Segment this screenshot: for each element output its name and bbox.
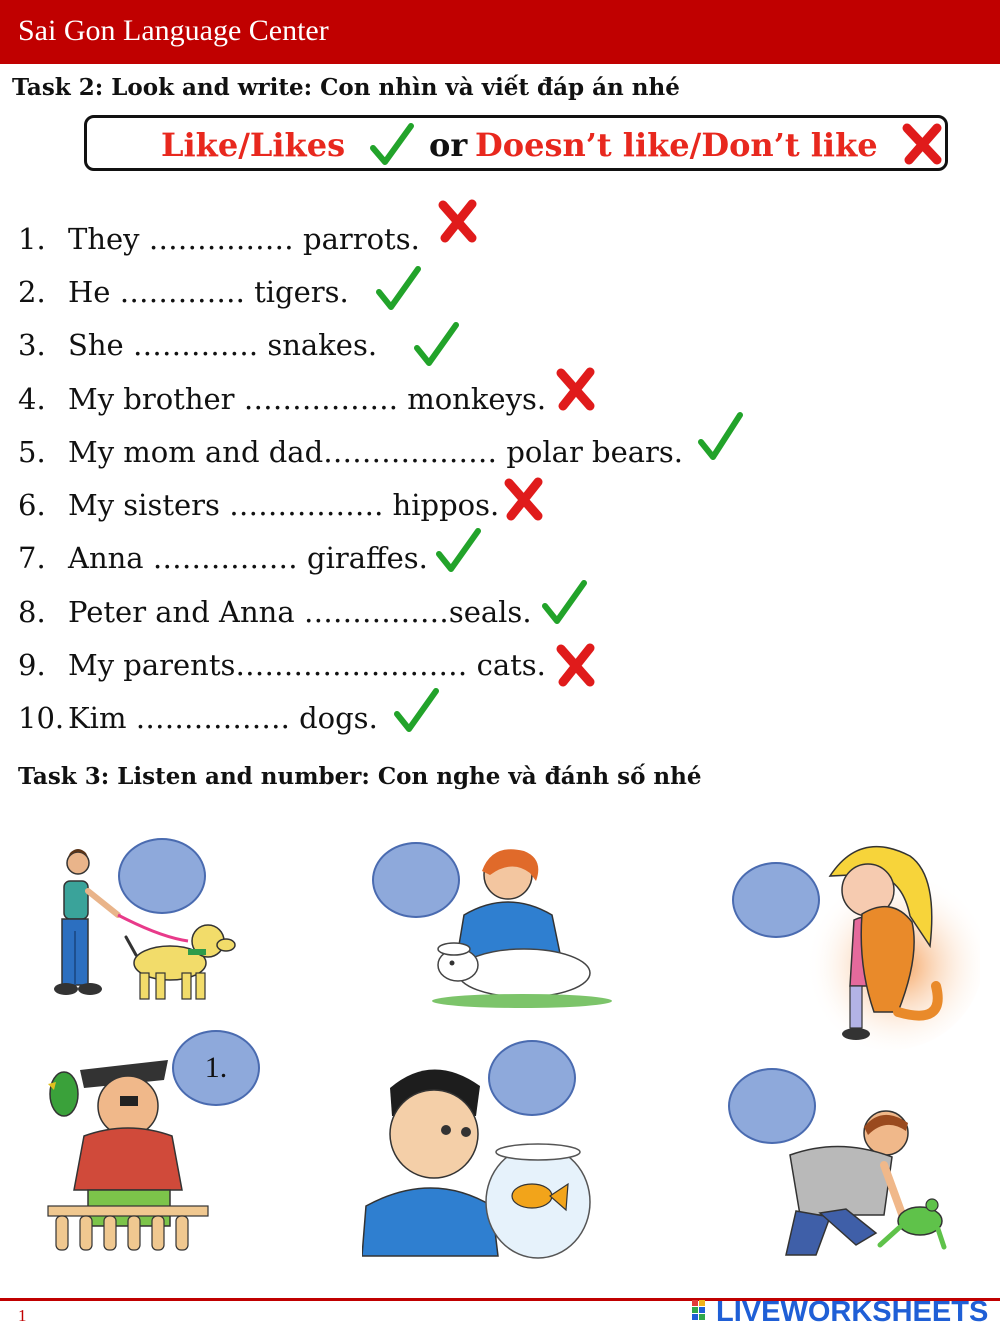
list-item (18, 328, 377, 362)
item-text: He …………. tigers. (68, 275, 349, 309)
list-item (18, 488, 499, 522)
cross-icon (502, 476, 546, 524)
item-number: 5. (18, 435, 46, 469)
item-text: They …………… parrots. (68, 222, 420, 256)
number-bubble[interactable] (488, 1040, 576, 1116)
check-icon (540, 578, 588, 626)
brand-name[interactable]: LIVEWORKSHEETS (716, 1296, 989, 1328)
list-item (18, 435, 683, 469)
check-icon (374, 264, 422, 312)
item-number: 9. (18, 648, 46, 682)
check-icon (412, 320, 460, 368)
list-item (18, 701, 378, 735)
item-text: My sisters ……………. hippos. (68, 488, 500, 522)
liveworksheets-logo-icon (692, 1300, 714, 1324)
check-icon (696, 410, 744, 462)
header-title: Sai Gon Language Center (18, 14, 329, 47)
number-bubble[interactable]: 1. (172, 1030, 260, 1106)
list-item (18, 648, 546, 682)
list-item (18, 595, 532, 629)
item-number: 6. (18, 488, 46, 522)
check-icon (369, 122, 415, 168)
task2-title: Task 2: Look and write: Con nhìn và viết đáp án nhé (12, 74, 680, 101)
item-number: 3. (18, 328, 46, 362)
item-text: Kim ……………. dogs. (68, 701, 378, 735)
legend-like: Like/Likes (161, 126, 346, 164)
item-number: 2. (18, 275, 46, 309)
number-bubble[interactable] (372, 842, 460, 918)
list-item (18, 275, 349, 309)
number-bubble[interactable] (728, 1068, 816, 1144)
number-bubble[interactable] (118, 838, 206, 914)
item-text: Anna …………… giraffes. (68, 541, 428, 575)
task3-title: Task 3: Listen and number: Con nghe và đánh số nhé (18, 763, 702, 790)
legend-or: or (429, 126, 468, 164)
check-icon (434, 526, 482, 574)
legend-box (84, 115, 948, 171)
item-number: 4. (18, 382, 46, 416)
cross-icon (554, 642, 598, 690)
item-text: My mom and dad……………… polar bears. (68, 435, 684, 469)
item-number: 10. (18, 701, 65, 735)
list-item (18, 382, 546, 416)
page-header (0, 0, 1000, 64)
item-number: 1. (18, 222, 46, 256)
list-item (18, 541, 428, 575)
item-text: She …………. snakes. (68, 328, 378, 362)
cross-icon (554, 366, 598, 414)
item-text: My brother ……………. monkeys. (68, 382, 547, 416)
cross-icon (436, 198, 480, 246)
list-item (18, 222, 420, 256)
item-text: Peter and Anna ……………seals. (68, 595, 532, 629)
check-icon (392, 686, 440, 734)
cross-icon (901, 122, 943, 166)
page-number: 1 (18, 1306, 27, 1325)
item-number: 7. (18, 541, 46, 575)
legend-dislike: Doesn’t like/Don’t like (475, 126, 878, 164)
number-bubble[interactable] (732, 862, 820, 938)
item-text: My parents…………………… cats. (68, 648, 546, 682)
item-number: 8. (18, 595, 46, 629)
